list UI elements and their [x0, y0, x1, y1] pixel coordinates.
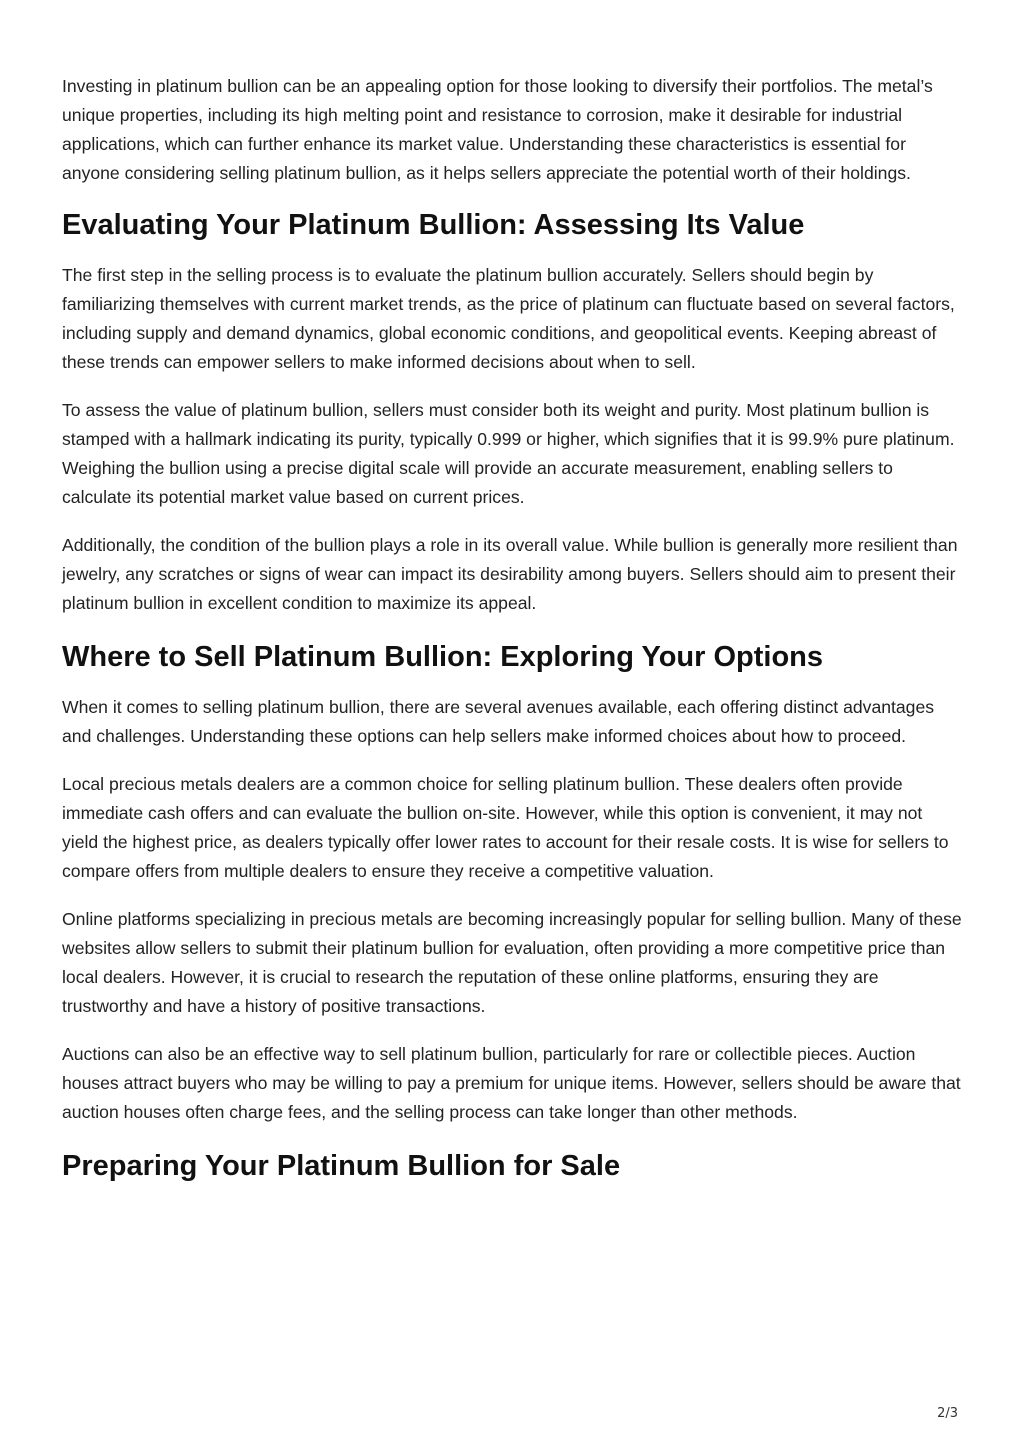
section-heading-preparing: Preparing Your Platinum Bullion for Sale	[62, 1150, 621, 1182]
where-paragraph-3: Online platforms specializing in precious metals are becoming increasingly popular for selling bullion. Many of these websites allow sellers to submit their platinum bullion for evaluation, often providing a more competitive price than local dealers. However, it is crucial to research the reputation of these online platforms, ensuring they are trustworthy and have a history of positive transactions.	[62, 909, 962, 1016]
section-heading-evaluating: Evaluating Your Platinum Bullion: Assessing Its Value	[62, 209, 805, 241]
document-body	[62, 72, 962, 1202]
where-paragraph-2: Local precious metals dealers are a common choice for selling platinum bullion. These dealers often provide immediate cash offers and can evaluate the bullion on-site. However, while this option is convenient, it may not yield the highest price, as dealers typically offer lower rates to account for their resale costs. It is wise for sellers to compare offers from multiple dealers to ensure they receive a competitive valuation.	[62, 774, 949, 881]
evaluating-paragraph-3: Additionally, the condition of the bullion plays a role in its overall value. While bullion is generally more resilient than jewelry, any scratches or signs of wear can impact its desirability among buyers. Sellers should aim to present their platinum bullion in excellent condition to maximize its appeal.	[62, 535, 958, 613]
evaluating-paragraph-2: To assess the value of platinum bullion, sellers must consider both its weight and purity. Most platinum bullion is stamped with a hallmark indicating its purity, typically 0.999 or higher, which signifies that it is 99.9% pure platinum. Weighing the bullion using a precise digital scale will provide an accurate measurement, enabling sellers to calculate its potential market value based on current prices.	[62, 400, 955, 507]
section-heading-where-to-sell: Where to Sell Platinum Bullion: Exploring Your Options	[62, 641, 824, 673]
page-number: 2/3	[937, 1406, 958, 1421]
where-paragraph-1: When it comes to selling platinum bullion, there are several avenues available, each offering distinct advantages and challenges. Understanding these options can help sellers make informed choices about how to proceed.	[62, 697, 935, 746]
intro-paragraph: Investing in platinum bullion can be an appealing option for those looking to diversify their portfolios. The metal’s unique properties, including its high melting point and resistance to corrosion, make it desirable for industrial applications, which can further enhance its market value. Understanding these characteristics is essential for anyone considering selling platinum bullion, as it helps sellers appreciate the potential worth of their holdings.	[62, 76, 933, 183]
evaluating-paragraph-1: The first step in the selling process is to evaluate the platinum bullion accurately. Sellers should begin by familiarizing themselves with current market trends, as the price of platinum can fluctuate based on several factors, including supply and demand dynamics, global economic conditions, and geopolitical events. Keeping abreast of these trends can empower sellers to make informed decisions about when to sell.	[62, 265, 955, 372]
where-paragraph-4: Auctions can also be an effective way to sell platinum bullion, particularly for rare or collectible pieces. Auction houses attract buyers who may be willing to pay a premium for unique items. However, sellers should be aware that auction houses often charge fees, and the selling process can take longer than other methods.	[62, 1044, 961, 1122]
